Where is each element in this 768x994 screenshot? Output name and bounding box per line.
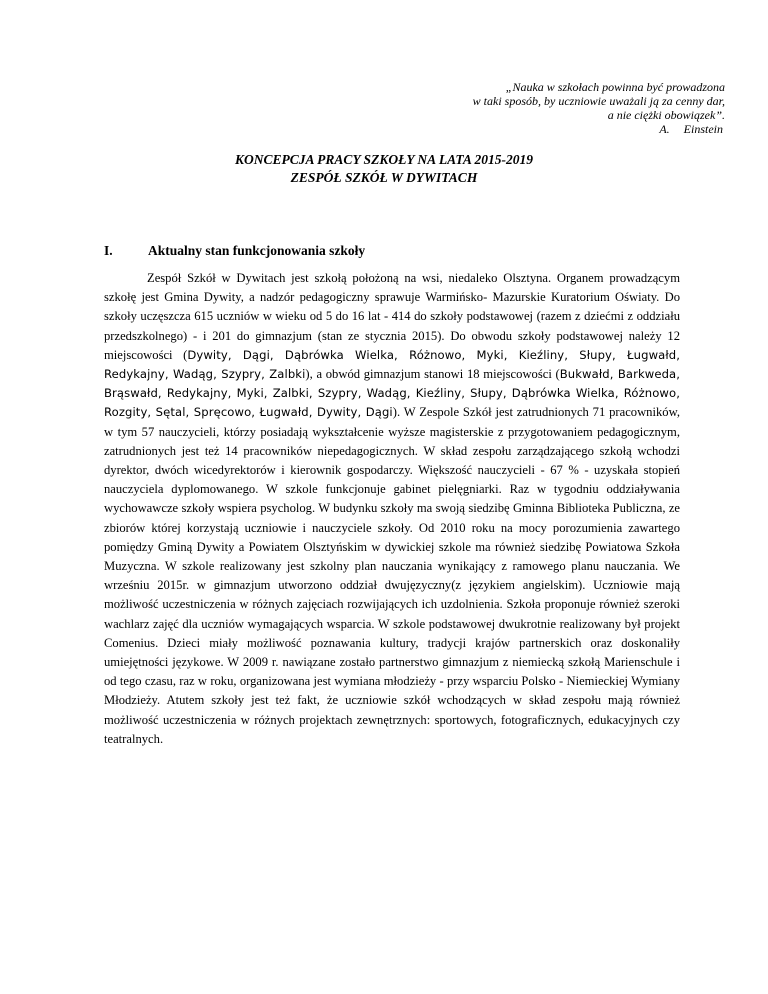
village-list-primary: Dywity, Dągi, Dąbrówka Wielka, Różnowo, Myki, Kieźliny, Słupy, Ługwałd, Redykajny, Wadąg, Szypry, Zalbki — [104, 347, 680, 382]
epigraph-author-initial: A. — [659, 122, 670, 136]
section-number: I. — [104, 243, 113, 258]
epigraph-line: „Nauka w szkołach powinna być prowadzona — [505, 80, 725, 94]
section-title: Aktualny stan funkcjonowania szkoły — [148, 243, 366, 258]
document-title-block — [0, 151, 768, 187]
village-list-gimnazjum: Bukwałd, Barkweda, Brąswałd, Redykajny, Myki, Zalbki, Szypry, Wadąg, Kieźliny, Słupy, Dąbrówka Wielka, Różnowo, Rozgity, Sętal, Spręcowo, Ługwałd, Dywity, Dągi — [104, 367, 681, 420]
paragraph-text: ), a obwód gimnazjum stanowi 18 miejscowości ( — [305, 367, 560, 382]
epigraph-author-name: Einstein — [683, 122, 723, 136]
section-heading — [104, 242, 365, 260]
epigraph-line: w taki sposób, by uczniowie uważali ją za cenny dar, — [472, 94, 725, 108]
paragraph-text: ). W Zespole Szkół jest zatrudnionych 71 pracowników, w tym 57 nauczycieli, którzy posiadają wykształcenie wyższe magisterskie z przygotowaniem pedagogicznym, zatrudnionych jest też 14 pracowników niepedagogicznych. W skład zespołu zarządzającego szkołą wchodzi dyrektor, dwóch wicedyrektorów i kierownik gospodarczy. Większość nauczycieli - 67 % - uzyskała stopień nauczyciela dyplomowanego. W szkole funkcjonuje gabinet pielęgniarki. Raz w tygodniu oddziaływania wychowawcze szkoły wspiera psycholog. W budynku szkoły ma swoją siedzibę Gminna Biblioteka Publiczna, ze zbiorów której korzystają uczniowie i nauczyciele szkoły. Od 2010 roku na mocy porozumienia zawartego pomiędzy Gminą Dywity a Powiatem Olsztyńskim w dywickiej szkole ma również siedzibę Powiatowa Szkoła Muzyczna. W szkole realizowany jest szkolny plan nauczania wynikający z ramowego planu nauczania. We wrześniu 2015r. w gimnazjum utworzono oddział dwujęzyczny(z językiem angielskim). Uczniowie mają możliwość uczestniczenia w różnych zajęciach rozwijających ich uzdolnienia. Szkoła proponuje również szeroki wachlarz zajęć dla uczniów wymagających wsparcia. W szkole podstawowej dwukrotnie realizowany był projekt Comenius. Dzieci miały możliwość poznawania kultury, tradycji krajów partnerskich oraz doskonaliły umiejętności językowe. W 2009 r. nawiązane zostało partnerstwo gimnazjum z niemiecką szkołą Marienschule i od tego czasu, raz w roku, organizowana jest wymiana młodzieży - przy wsparciu Polsko - Niemieckiej Wymiany Młodzieży. Atutem szkoły jest też fakt, że uczniowie szkół wchodzących w skład zespołu mają również możliwość uczestniczenia w różnych projektach zewnętrznych: sportowych, fotograficznych, edukacyjnych czy teatralnych. — [104, 405, 680, 746]
document-title: KONCEPCJA PRACY SZKOŁY NA LATA 2015-2019 — [235, 152, 533, 167]
epigraph-line: a nie ciężki obowiązek”. — [607, 108, 725, 122]
section-paragraph — [104, 269, 680, 749]
paragraph-text: Zespół Szkół w Dywitach jest szkołą położoną na wsi, niedaleko Olsztyna. Organem prowadzącym szkołę jest Gmina Dywity, a nadzór pedagogiczny sprawuje Warmińsko- Mazurskie Kuratorium Oświaty. Do szkoły uczęszcza 615 uczniów w wieku od 5 do 16 lat - 414 do szkoły podstawowej (razem z dziećmi z oddziału przedszkolnego) - i 201 do gimnazjum (stan ze stycznia 2015). Do obwodu szkoły podstawowej należy 12 miejscowości ( — [104, 271, 680, 362]
document-subtitle: ZESPÓŁ SZKÓŁ W DYWITACH — [290, 170, 478, 185]
epigraph — [305, 80, 725, 136]
epigraph-author — [305, 122, 725, 136]
